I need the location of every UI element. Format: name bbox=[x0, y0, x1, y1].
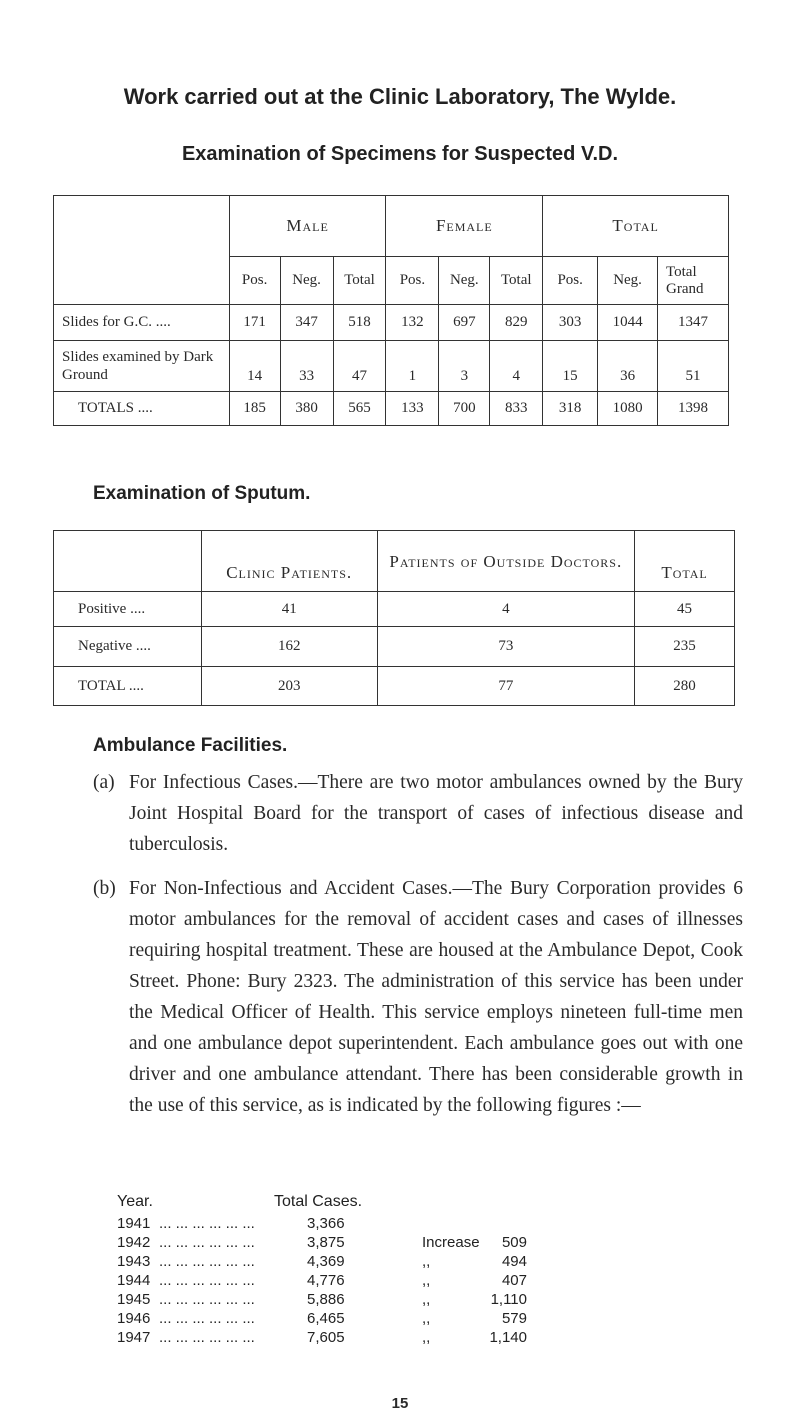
cell: 518 bbox=[333, 305, 386, 341]
increase-label: ,, bbox=[422, 1310, 431, 1327]
increase-label: ,, bbox=[422, 1253, 431, 1270]
case-year: 1942 bbox=[117, 1234, 151, 1251]
case-year: 1947 bbox=[117, 1329, 151, 1346]
case-year: 1946 bbox=[117, 1310, 151, 1327]
cell: 77 bbox=[377, 667, 635, 706]
page-number: 15 bbox=[391, 1395, 409, 1412]
cell: 132 bbox=[386, 305, 439, 341]
case-year: 1943 bbox=[117, 1253, 151, 1270]
table-row bbox=[54, 392, 729, 426]
increase-value: 407 bbox=[501, 1272, 527, 1289]
cell: 33 bbox=[280, 341, 333, 392]
cell: 14 bbox=[229, 341, 280, 392]
table-row bbox=[54, 305, 729, 341]
cell: 303 bbox=[543, 305, 598, 341]
row-label: TOTALS .... bbox=[54, 392, 230, 426]
cell: 1044 bbox=[598, 305, 658, 341]
cell: 1 bbox=[386, 341, 439, 392]
increase-value: 1,110 bbox=[490, 1291, 527, 1308]
row-label: TOTAL .... bbox=[54, 667, 202, 706]
row-label: Slides examined by Dark Ground bbox=[54, 341, 230, 392]
paragraph-marker: (a) bbox=[93, 772, 115, 793]
cell: 1080 bbox=[598, 392, 658, 426]
page-title: Work carried out at the Clinic Laboratory, The Wylde. bbox=[123, 84, 677, 109]
increase-value: 579 bbox=[501, 1310, 527, 1327]
cell: 171 bbox=[229, 305, 280, 341]
case-total: 3,875 bbox=[307, 1234, 345, 1251]
ambulance-heading: Ambulance Facilities. bbox=[93, 735, 288, 756]
table-row bbox=[54, 592, 735, 627]
case-total: 5,886 bbox=[307, 1291, 345, 1308]
table-row bbox=[54, 667, 735, 706]
cell: 36 bbox=[598, 341, 658, 392]
cell: 318 bbox=[543, 392, 598, 426]
leader-dots: ... ... ... ... ... ... bbox=[159, 1310, 255, 1327]
increase-value: 494 bbox=[501, 1253, 527, 1270]
year-header: Year. bbox=[117, 1193, 153, 1210]
case-total: 3,366 bbox=[307, 1215, 345, 1232]
leader-dots: ... ... ... ... ... ... bbox=[159, 1329, 255, 1346]
cell: 3 bbox=[439, 341, 490, 392]
total-header: Total Cases. bbox=[274, 1193, 363, 1210]
group-header-total: Total bbox=[543, 196, 729, 257]
cell: 15 bbox=[543, 341, 598, 392]
row-label: Positive .... bbox=[54, 592, 202, 627]
cell: 185 bbox=[229, 392, 280, 426]
cell: 235 bbox=[635, 627, 735, 667]
case-total: 6,465 bbox=[307, 1310, 345, 1327]
leader-dots: ... ... ... ... ... ... bbox=[159, 1253, 255, 1270]
case-total: 7,605 bbox=[307, 1329, 345, 1346]
paragraph-infectious bbox=[93, 767, 743, 860]
increase-value: 1,140 bbox=[489, 1329, 527, 1346]
increase-label: Increase bbox=[422, 1234, 480, 1251]
col-header-clinic: Clinic Patients. bbox=[201, 531, 377, 592]
sputum-table bbox=[53, 530, 735, 706]
table-row bbox=[54, 627, 735, 667]
case-total: 4,776 bbox=[307, 1272, 345, 1289]
group-header-female: Female bbox=[386, 196, 543, 257]
table-corner bbox=[54, 531, 202, 592]
paragraph-non-infectious bbox=[93, 873, 743, 1121]
leader-dots: ... ... ... ... ... ... bbox=[159, 1215, 255, 1232]
paragraph-text: For Infectious Cases.—There are two motor ambulances owned by the Bury Joint Hospital Board for the transport of cases of infectious disease and tuberculosis. bbox=[129, 772, 743, 855]
col-header: Total bbox=[490, 257, 543, 305]
vd-specimens-table bbox=[53, 195, 729, 426]
cell: 833 bbox=[490, 392, 543, 426]
table-row bbox=[54, 341, 729, 392]
leader-dots: ... ... ... ... ... ... bbox=[159, 1234, 255, 1251]
cell: 280 bbox=[635, 667, 735, 706]
cell: 162 bbox=[201, 627, 377, 667]
leader-dots: ... ... ... ... ... ... bbox=[159, 1272, 255, 1289]
case-year: 1941 bbox=[117, 1215, 151, 1232]
cell: 4 bbox=[490, 341, 543, 392]
cell: 41 bbox=[201, 592, 377, 627]
col-header: Neg. bbox=[598, 257, 658, 305]
table-corner bbox=[54, 196, 230, 305]
increase-value: 509 bbox=[501, 1234, 527, 1251]
cell: 1398 bbox=[658, 392, 729, 426]
increase-label: ,, bbox=[422, 1291, 431, 1308]
row-label: Slides for G.C. .... bbox=[54, 305, 230, 341]
col-header: Total Grand bbox=[658, 257, 729, 305]
paragraph-text: For Non-Infectious and Accident Cases.—The Bury Corporation provides 6 motor ambulances for the removal of accident cases and cases of illnesses requiring hospital treatment. These are housed at the Ambulance Depot, Cook Street. Phone: Bury 2323. The administration of this service has been under the Medical Officer of Health. This service employs nineteen full-time men and one ambulance depot superintendent. Each ambulance goes out with one driver and one ambulance attendant. There has been considerable growth in the use of this service, as is indicated by the following figures :— bbox=[129, 878, 743, 1116]
cell: 565 bbox=[333, 392, 386, 426]
cell: 347 bbox=[280, 305, 333, 341]
cell: 1347 bbox=[658, 305, 729, 341]
case-total: 4,369 bbox=[307, 1253, 345, 1270]
cell: 47 bbox=[333, 341, 386, 392]
leader-dots: ... ... ... ... ... ... bbox=[159, 1291, 255, 1308]
page-subtitle: Examination of Specimens for Suspected V.D. bbox=[181, 143, 619, 165]
col-header: Pos. bbox=[229, 257, 280, 305]
col-header: Neg. bbox=[280, 257, 333, 305]
col-header-total: Total bbox=[635, 531, 735, 592]
col-header-outside: Patients of Outside Doctors. bbox=[377, 531, 635, 592]
cell: 829 bbox=[490, 305, 543, 341]
group-header-male: Male bbox=[229, 196, 386, 257]
cell: 697 bbox=[439, 305, 490, 341]
cell: 380 bbox=[280, 392, 333, 426]
paragraph-marker: (b) bbox=[93, 878, 116, 899]
cell: 4 bbox=[377, 592, 635, 627]
col-header: Pos. bbox=[543, 257, 598, 305]
cell: 73 bbox=[377, 627, 635, 667]
row-label: Negative .... bbox=[54, 627, 202, 667]
col-header: Total bbox=[333, 257, 386, 305]
cell: 133 bbox=[386, 392, 439, 426]
cell: 51 bbox=[658, 341, 729, 392]
cell: 203 bbox=[201, 667, 377, 706]
cell: 45 bbox=[635, 592, 735, 627]
increase-label: ,, bbox=[422, 1329, 431, 1346]
sputum-heading: Examination of Sputum. bbox=[93, 483, 311, 504]
increase-label: ,, bbox=[422, 1272, 431, 1289]
case-year: 1944 bbox=[117, 1272, 151, 1289]
col-header: Neg. bbox=[439, 257, 490, 305]
case-year: 1945 bbox=[117, 1291, 151, 1308]
col-header: Pos. bbox=[386, 257, 439, 305]
cell: 700 bbox=[439, 392, 490, 426]
